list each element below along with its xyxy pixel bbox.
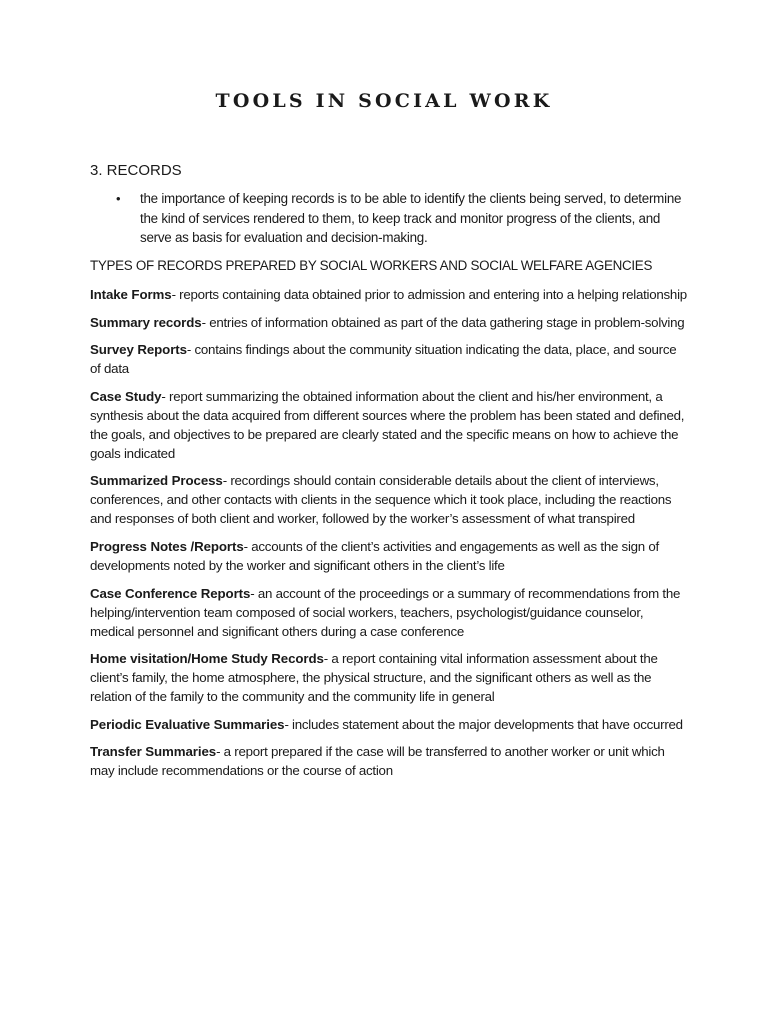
entry-term: Progress Notes /Reports: [90, 538, 244, 554]
record-types-list: [90, 285, 690, 789]
types-heading: TYPES OF RECORDS PREPARED BY SOCIAL WORKERS AND SOCIAL WELFARE AGENCIES: [90, 258, 653, 273]
record-entry-summarized-process: [90, 471, 690, 528]
bullet-dot-icon: •: [116, 191, 121, 206]
entry-description: - recordings should contain considerable details about the client of interviews, conferences, and other contacts with clients in the sequence which it took place, including the reactions and responses of both client and worker, followed by the worker’s assessment of what transpired: [90, 473, 672, 527]
record-entry-progress-notes: [90, 537, 690, 575]
record-entry-home-visitation: [90, 649, 690, 706]
entry-description: - a report containing vital information assessment about the client’s family, the home atmosphere, the physical structure, and the significant others as well as the relation of the family to the community and the community life in general: [90, 651, 658, 705]
entry-description: - contains findings about the community situation indicating the data, place, and source of data: [90, 342, 677, 377]
entry-description: - includes statement about the major developments that have occurred: [284, 716, 683, 732]
entry-term: Summary records: [90, 314, 202, 330]
document-title: TOOLS IN SOCIAL WORK: [215, 90, 553, 112]
entry-term: Home visitation/Home Study Records: [90, 651, 324, 667]
bullet-item: [90, 189, 690, 248]
bullet-text: the importance of keeping records is to be able to identify the clients being served, to determine the kind of services rendered to them, to keep track and monitor progress of the clients, and serve as basis for evaluation and decision-making.: [140, 191, 682, 245]
entry-description: - report summarizing the obtained information about the client and his/her environment, a synthesis about the data acquired from different sources where the problem has been stated and defined, the goals, and objectives to be prepared are clearly stated and the specific means on how to achieve the goals indicated: [90, 388, 685, 461]
entry-description: - an account of the proceedings or a summary of recommendations from the helping/intervention team composed of social workers, teachers, psychologist/guidance counselor, medical personnel and significant others during a case conference: [90, 585, 681, 639]
record-entry-case-study: [90, 387, 690, 463]
record-entry-case-conference-reports: [90, 584, 690, 641]
record-entry-survey-reports: [90, 340, 690, 378]
record-entry-transfer-summaries: [90, 742, 690, 780]
section-heading: 3. RECORDS: [90, 162, 182, 179]
entry-term: Case Study: [90, 388, 162, 404]
record-entry-periodic-evaluative-summaries: [90, 715, 690, 734]
bullet-list: [90, 189, 690, 248]
record-entry-intake-forms: [90, 285, 690, 304]
entry-term: Intake Forms: [90, 287, 172, 302]
entry-term: Case Conference Reports: [90, 585, 251, 601]
entry-term: Summarized Process: [90, 473, 223, 489]
entry-description: - accounts of the client’s activities and engagements as well as the sign of developments noted by the worker and significant others in the client’s life: [90, 538, 659, 573]
record-entry-summary-records: [90, 313, 690, 332]
entry-term: Periodic Evaluative Summaries: [90, 716, 285, 732]
entry-description: - reports containing data obtained prior to admission and entering into a helping relationship: [171, 287, 687, 302]
entry-description: - entries of information obtained as part of the data gathering stage in problem-solving: [201, 314, 685, 330]
entry-term: Transfer Summaries: [90, 744, 217, 760]
entry-description: - a report prepared if the case will be transferred to another worker or unit which may include recommendations or the course of action: [90, 744, 665, 779]
entry-term: Survey Reports: [90, 342, 187, 358]
